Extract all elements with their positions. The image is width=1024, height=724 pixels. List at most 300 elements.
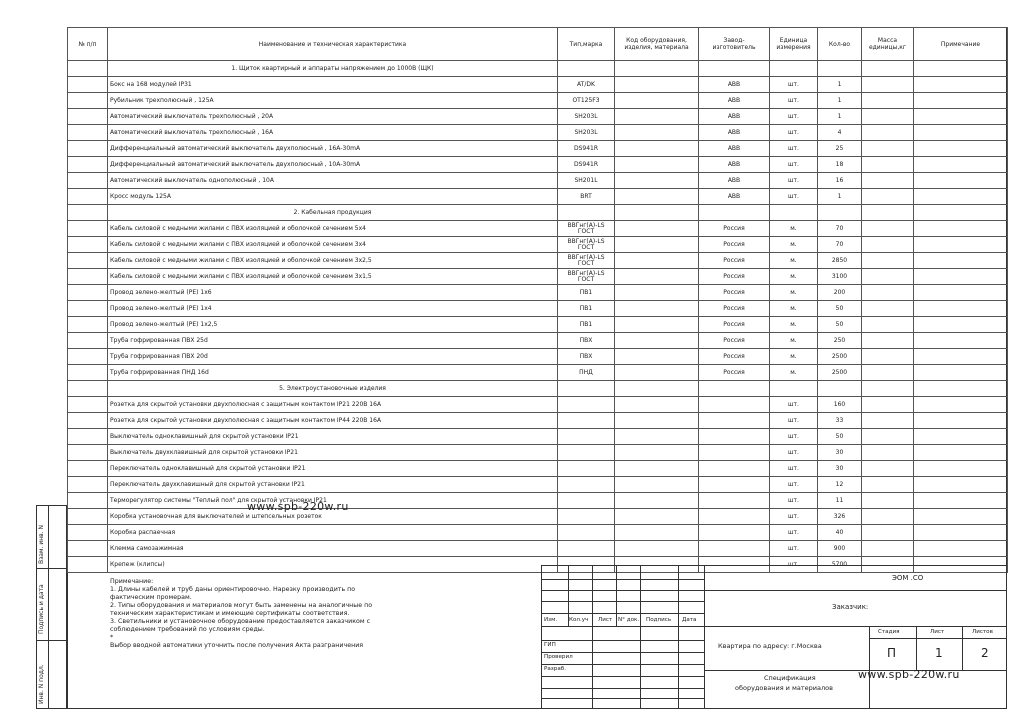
cell-unit: шт.	[770, 141, 818, 157]
table-row	[68, 173, 1008, 189]
cell-note	[914, 477, 1008, 493]
table-row	[68, 301, 1008, 317]
cell-mass	[862, 397, 914, 413]
cell-type: SH201L	[558, 173, 615, 189]
cell-maker: Россия	[699, 269, 770, 285]
cell-type: SH203L	[558, 109, 615, 125]
cell-note	[914, 445, 1008, 461]
cell-type	[558, 525, 615, 541]
stamp-role-dev: Разраб.	[544, 666, 566, 672]
cell-note	[914, 349, 1008, 365]
cell-qty: 30	[818, 461, 862, 477]
cell-unit: шт.	[770, 509, 818, 525]
stamp-code: ЭОМ .СО	[892, 574, 924, 582]
cell-num	[68, 557, 108, 573]
cell-unit: м.	[770, 365, 818, 381]
cell-note	[914, 509, 1008, 525]
cell-type	[558, 509, 615, 525]
stamp-col-count: Кол.уч	[569, 617, 589, 623]
cell-maker: ABB	[699, 173, 770, 189]
cell-mass	[862, 381, 914, 397]
note-line: 3. Светильники и установочное оборудование предоставляется заказчиком с	[110, 618, 371, 625]
cell-code	[615, 413, 699, 429]
note-line: техническим характеристикам и имеющие сертификаты соответствия.	[110, 610, 350, 617]
cell-note	[914, 237, 1008, 253]
cell-note	[914, 77, 1008, 93]
cell-mass	[862, 205, 914, 221]
cell-note	[914, 141, 1008, 157]
cell-maker: Россия	[699, 317, 770, 333]
cell-num	[68, 237, 108, 253]
cell-mass	[862, 189, 914, 205]
stamp-title-2: оборудования и материалов	[735, 684, 833, 692]
cell-maker	[699, 61, 770, 77]
cell-maker	[699, 541, 770, 557]
cell-unit: шт.	[770, 557, 818, 573]
cell-mass	[862, 317, 914, 333]
table-row	[68, 109, 1008, 125]
cell-code	[615, 445, 699, 461]
cell-note	[914, 493, 1008, 509]
cell-num	[68, 173, 108, 189]
cell-unit: шт.	[770, 109, 818, 125]
cell-note	[914, 525, 1008, 541]
cell-num	[68, 77, 108, 93]
cell-unit: шт.	[770, 445, 818, 461]
cell-num	[68, 221, 108, 237]
header-code: Код оборудования, изделия, материала	[615, 28, 699, 61]
cell-name: Крепеж (клипсы)	[108, 557, 558, 573]
cell-type	[558, 397, 615, 413]
cell-mass	[862, 93, 914, 109]
table-row	[68, 477, 1008, 493]
cell-note	[914, 397, 1008, 413]
cell-name: Кабель силовой с медными жилами с ПВХ изоляцией и оболочкой сечением 3x1,5	[108, 269, 558, 285]
cell-num	[68, 205, 108, 221]
cell-qty: 5700	[818, 557, 862, 573]
cell-maker	[699, 413, 770, 429]
cell-name: Выключатель одноклавишный для скрытой установки IP21	[108, 429, 558, 445]
cell-unit: м.	[770, 333, 818, 349]
table-row	[68, 317, 1008, 333]
cell-code	[615, 525, 699, 541]
cell-mass	[862, 173, 914, 189]
cell-unit: шт.	[770, 77, 818, 93]
specification-table	[67, 27, 1008, 573]
table-row	[68, 141, 1008, 157]
cell-qty: 33	[818, 413, 862, 429]
cell-qty: 3100	[818, 269, 862, 285]
cell-unit: шт.	[770, 397, 818, 413]
cell-name: 5. Электроустановочные изделия	[108, 381, 558, 397]
cell-unit: м.	[770, 237, 818, 253]
cell-num	[68, 125, 108, 141]
cell-unit: шт.	[770, 173, 818, 189]
cell-mass	[862, 493, 914, 509]
cell-num	[68, 141, 108, 157]
cell-mass	[862, 413, 914, 429]
cell-qty: 1	[818, 189, 862, 205]
table-row	[68, 237, 1008, 253]
cell-num	[68, 333, 108, 349]
cell-name: Автоматический выключатель трехполюсный , 16А	[108, 125, 558, 141]
cell-type: ВВГнг(А)-LS ГОСТ	[558, 269, 615, 285]
cell-num	[68, 285, 108, 301]
cell-num	[68, 253, 108, 269]
cell-code	[615, 301, 699, 317]
cell-name: Переключатель одноклавишный для скрытой установки IP21	[108, 461, 558, 477]
cell-maker: Россия	[699, 221, 770, 237]
cell-mass	[862, 477, 914, 493]
cell-note	[914, 61, 1008, 77]
cell-maker	[699, 397, 770, 413]
cell-qty: 326	[818, 509, 862, 525]
cell-note	[914, 461, 1008, 477]
cell-type: ВВГнг(А)-LS ГОСТ	[558, 237, 615, 253]
cell-note	[914, 285, 1008, 301]
cell-type: DS941R	[558, 157, 615, 173]
stamp-title-1: Спецификация	[764, 674, 816, 682]
cell-qty: 30	[818, 445, 862, 461]
cell-maker: Россия	[699, 285, 770, 301]
cell-unit: шт.	[770, 413, 818, 429]
cell-num	[68, 381, 108, 397]
cell-name: Провод зелено-желтый (PE) 1x4	[108, 301, 558, 317]
table-row	[68, 349, 1008, 365]
cell-note	[914, 333, 1008, 349]
cell-code	[615, 253, 699, 269]
cell-qty: 1	[818, 109, 862, 125]
cell-mass	[862, 365, 914, 381]
cell-name: Провод зелено-желтый (PE) 1x2,5	[108, 317, 558, 333]
cell-maker	[699, 461, 770, 477]
cell-name: Переключатель двухклавишный для скрытой установки IP21	[108, 477, 558, 493]
side-label-replace: Взам. инв. N	[38, 525, 45, 564]
cell-num	[68, 93, 108, 109]
cell-name: Автоматический выключатель трехполюсный , 20А	[108, 109, 558, 125]
stamp-sheet: 1	[935, 646, 943, 660]
cell-note	[914, 189, 1008, 205]
cell-name: Рубильник трехполюсный , 125А	[108, 93, 558, 109]
cell-qty: 50	[818, 301, 862, 317]
cell-mass	[862, 429, 914, 445]
cell-maker: Россия	[699, 301, 770, 317]
header-mass: Масса единицы,кг	[862, 28, 914, 61]
side-label-sign: Подпись и дата	[38, 584, 45, 634]
cell-type: BRT	[558, 189, 615, 205]
stamp-col-sheet: Лист	[598, 617, 613, 623]
cell-mass	[862, 525, 914, 541]
cell-maker: ABB	[699, 141, 770, 157]
header-type: Тип,марка	[558, 28, 615, 61]
table-row	[68, 93, 1008, 109]
cell-mass	[862, 333, 914, 349]
cell-unit	[770, 205, 818, 221]
table-row	[68, 221, 1008, 237]
cell-unit: м.	[770, 301, 818, 317]
cell-num	[68, 61, 108, 77]
stamp-stage: П	[887, 646, 897, 660]
cell-qty: 2500	[818, 365, 862, 381]
cell-num	[68, 413, 108, 429]
cell-unit: шт.	[770, 189, 818, 205]
cell-unit: шт.	[770, 125, 818, 141]
cell-unit: шт.	[770, 525, 818, 541]
cell-note	[914, 173, 1008, 189]
cell-code	[615, 157, 699, 173]
table-row	[68, 461, 1008, 477]
cell-maker: ABB	[699, 157, 770, 173]
cell-note	[914, 269, 1008, 285]
cell-qty: 50	[818, 317, 862, 333]
cell-note	[914, 221, 1008, 237]
header-num: № п/п	[68, 28, 108, 61]
cell-qty: 70	[818, 237, 862, 253]
cell-unit: м.	[770, 317, 818, 333]
table-header	[68, 28, 1008, 61]
cell-mass	[862, 157, 914, 173]
cell-num	[68, 493, 108, 509]
cell-type: ПВ1	[558, 285, 615, 301]
table-row	[68, 541, 1008, 557]
cell-num	[68, 301, 108, 317]
stamp-col-change: Изм.	[544, 617, 558, 623]
stamp-sheets: 2	[981, 646, 989, 660]
cell-mass	[862, 109, 914, 125]
cell-code	[615, 381, 699, 397]
cell-maker: ABB	[699, 125, 770, 141]
cell-unit	[770, 61, 818, 77]
cell-mass	[862, 237, 914, 253]
cell-num	[68, 477, 108, 493]
cell-code	[615, 461, 699, 477]
watermark-text-stamp: www.spb-220w.ru	[858, 668, 960, 681]
cell-type: DS941R	[558, 141, 615, 157]
cell-note	[914, 381, 1008, 397]
section-row	[68, 381, 1008, 397]
cell-unit: м.	[770, 221, 818, 237]
cell-qty: 12	[818, 477, 862, 493]
cell-code	[615, 125, 699, 141]
cell-qty: 2850	[818, 253, 862, 269]
cell-name: Кросс модуль 125А	[108, 189, 558, 205]
cell-unit: м.	[770, 285, 818, 301]
cell-note	[914, 109, 1008, 125]
cell-mass	[862, 221, 914, 237]
cell-name: Бокс на 168 модулей IP31	[108, 77, 558, 93]
note-line: *	[110, 634, 114, 641]
notes-block	[110, 578, 410, 650]
side-label-inv: Инв. N подл.	[38, 664, 45, 704]
cell-name: Розетка для скрытой установки двухполюсная с защитным контактом IP21 220В 16А	[108, 397, 558, 413]
cell-name: Терморегулятор системы "Теплый пол" для скрытой установки IP21	[108, 493, 558, 509]
cell-type	[558, 461, 615, 477]
cell-code	[615, 189, 699, 205]
table-row	[68, 253, 1008, 269]
cell-maker: Россия	[699, 349, 770, 365]
cell-qty: 250	[818, 333, 862, 349]
cell-name: Кабель силовой с медными жилами с ПВХ изоляцией и оболочкой сечением 3x4	[108, 237, 558, 253]
cell-note	[914, 93, 1008, 109]
cell-qty: 50	[818, 429, 862, 445]
cell-name: Коробка установочная для выключателей и штепсельных розеток	[108, 509, 558, 525]
cell-qty: 1	[818, 93, 862, 109]
cell-mass	[862, 253, 914, 269]
stamp-object: Квартира по адресу: г.Москва	[718, 642, 822, 650]
cell-code	[615, 237, 699, 253]
note-line: Примечание:	[110, 578, 154, 585]
header-unit: Единица измерения	[770, 28, 818, 61]
table-row	[68, 365, 1008, 381]
cell-maker: ABB	[699, 109, 770, 125]
cell-note	[914, 301, 1008, 317]
cell-type	[558, 493, 615, 509]
cell-num	[68, 525, 108, 541]
cell-num	[68, 461, 108, 477]
cell-num	[68, 109, 108, 125]
stamp-col-date: Дата	[682, 617, 697, 623]
cell-type	[558, 541, 615, 557]
cell-maker: Россия	[699, 253, 770, 269]
watermark-text: www.spb-220w.ru	[247, 500, 349, 513]
cell-note	[914, 317, 1008, 333]
cell-maker	[699, 381, 770, 397]
cell-name: Коробка распаечная	[108, 525, 558, 541]
table-row	[68, 285, 1008, 301]
cell-mass	[862, 125, 914, 141]
cell-num	[68, 445, 108, 461]
cell-type: ПВХ	[558, 349, 615, 365]
cell-name: Дифференциальный автоматический выключатель двухполюсный , 16А-30mA	[108, 141, 558, 157]
cell-num	[68, 541, 108, 557]
cell-type: ВВГнг(А)-LS ГОСТ	[558, 253, 615, 269]
cell-name: Розетка для скрытой установки двухполюсная с защитным контактом IP44 220В 16А	[108, 413, 558, 429]
note-line: Выбор вводной автоматики уточнить после получения Акта разграничения	[110, 642, 364, 649]
cell-num	[68, 397, 108, 413]
cell-code	[615, 61, 699, 77]
cell-unit: шт.	[770, 541, 818, 557]
header-maker: Завод- изготовитель	[699, 28, 770, 61]
stamp-role-check: Проверил	[544, 654, 573, 660]
cell-maker	[699, 493, 770, 509]
cell-num	[68, 349, 108, 365]
note-line: фактическим промерам.	[110, 594, 192, 601]
table-row	[68, 157, 1008, 173]
cell-name: Клемма самозажимная	[108, 541, 558, 557]
cell-maker	[699, 429, 770, 445]
cell-code	[615, 349, 699, 365]
cell-type: OT125F3	[558, 93, 615, 109]
cell-type: AT/DK	[558, 77, 615, 93]
cell-name: Кабель силовой с медными жилами с ПВХ изоляцией и оболочкой сечением 5x4	[108, 221, 558, 237]
cell-code	[615, 205, 699, 221]
cell-code	[615, 109, 699, 125]
cell-maker	[699, 509, 770, 525]
cell-unit: шт.	[770, 461, 818, 477]
cell-num	[68, 365, 108, 381]
cell-code	[615, 141, 699, 157]
cell-name: Труба гофрированная ПНД 16d	[108, 365, 558, 381]
cell-maker: ABB	[699, 189, 770, 205]
cell-maker: Россия	[699, 333, 770, 349]
cell-maker	[699, 445, 770, 461]
cell-maker	[699, 205, 770, 221]
stamp-sheet-header: Лист	[930, 629, 945, 635]
cell-code	[615, 93, 699, 109]
cell-type	[558, 381, 615, 397]
stamp-col-sign: Подпись	[646, 617, 672, 623]
cell-num	[68, 429, 108, 445]
cell-unit: шт.	[770, 157, 818, 173]
cell-mass	[862, 285, 914, 301]
table-row	[68, 125, 1008, 141]
header-name: Наименование и техническая характеристика	[108, 28, 558, 61]
table-row	[68, 429, 1008, 445]
cell-type	[558, 205, 615, 221]
cell-maker	[699, 525, 770, 541]
cell-qty: 1	[818, 77, 862, 93]
cell-name: Труба гофрированная ПВХ 20d	[108, 349, 558, 365]
cell-type: SH203L	[558, 125, 615, 141]
header-qty: Кол-во	[818, 28, 862, 61]
cell-type	[558, 413, 615, 429]
cell-qty: 200	[818, 285, 862, 301]
cell-name: Автоматический выключатель однополюсный , 10А	[108, 173, 558, 189]
cell-unit: м.	[770, 269, 818, 285]
cell-code	[615, 77, 699, 93]
cell-maker: Россия	[699, 365, 770, 381]
cell-qty: 70	[818, 221, 862, 237]
note-line: 2. Типы оборудования и материалов могут быть заменены на аналогичные по	[110, 602, 373, 609]
cell-unit: м.	[770, 349, 818, 365]
cell-name: Выключатель двухклавишный для скрытой установки IP21	[108, 445, 558, 461]
stamp-sheets-header: Листов	[972, 629, 993, 635]
cell-num	[68, 269, 108, 285]
cell-code	[615, 269, 699, 285]
cell-qty	[818, 205, 862, 221]
table-row	[68, 509, 1008, 525]
cell-mass	[862, 509, 914, 525]
cell-qty: 4	[818, 125, 862, 141]
cell-code	[615, 477, 699, 493]
cell-code	[615, 429, 699, 445]
cell-qty: 11	[818, 493, 862, 509]
cell-mass	[862, 141, 914, 157]
cell-mass	[862, 461, 914, 477]
cell-type	[558, 477, 615, 493]
cell-mass	[862, 77, 914, 93]
cell-qty	[818, 61, 862, 77]
cell-code	[615, 221, 699, 237]
cell-maker: Россия	[699, 237, 770, 253]
cell-mass	[862, 541, 914, 557]
cell-unit: шт.	[770, 93, 818, 109]
stamp-customer: Заказчик:	[832, 603, 869, 611]
cell-unit: шт.	[770, 429, 818, 445]
cell-type: ПВ1	[558, 301, 615, 317]
cell-note	[914, 205, 1008, 221]
cell-mass	[862, 349, 914, 365]
table-row	[68, 333, 1008, 349]
table-row	[68, 413, 1008, 429]
cell-code	[615, 333, 699, 349]
cell-code	[615, 397, 699, 413]
cell-type	[558, 429, 615, 445]
cell-code	[615, 317, 699, 333]
cell-qty: 160	[818, 397, 862, 413]
section-row	[68, 61, 1008, 77]
cell-num	[68, 189, 108, 205]
